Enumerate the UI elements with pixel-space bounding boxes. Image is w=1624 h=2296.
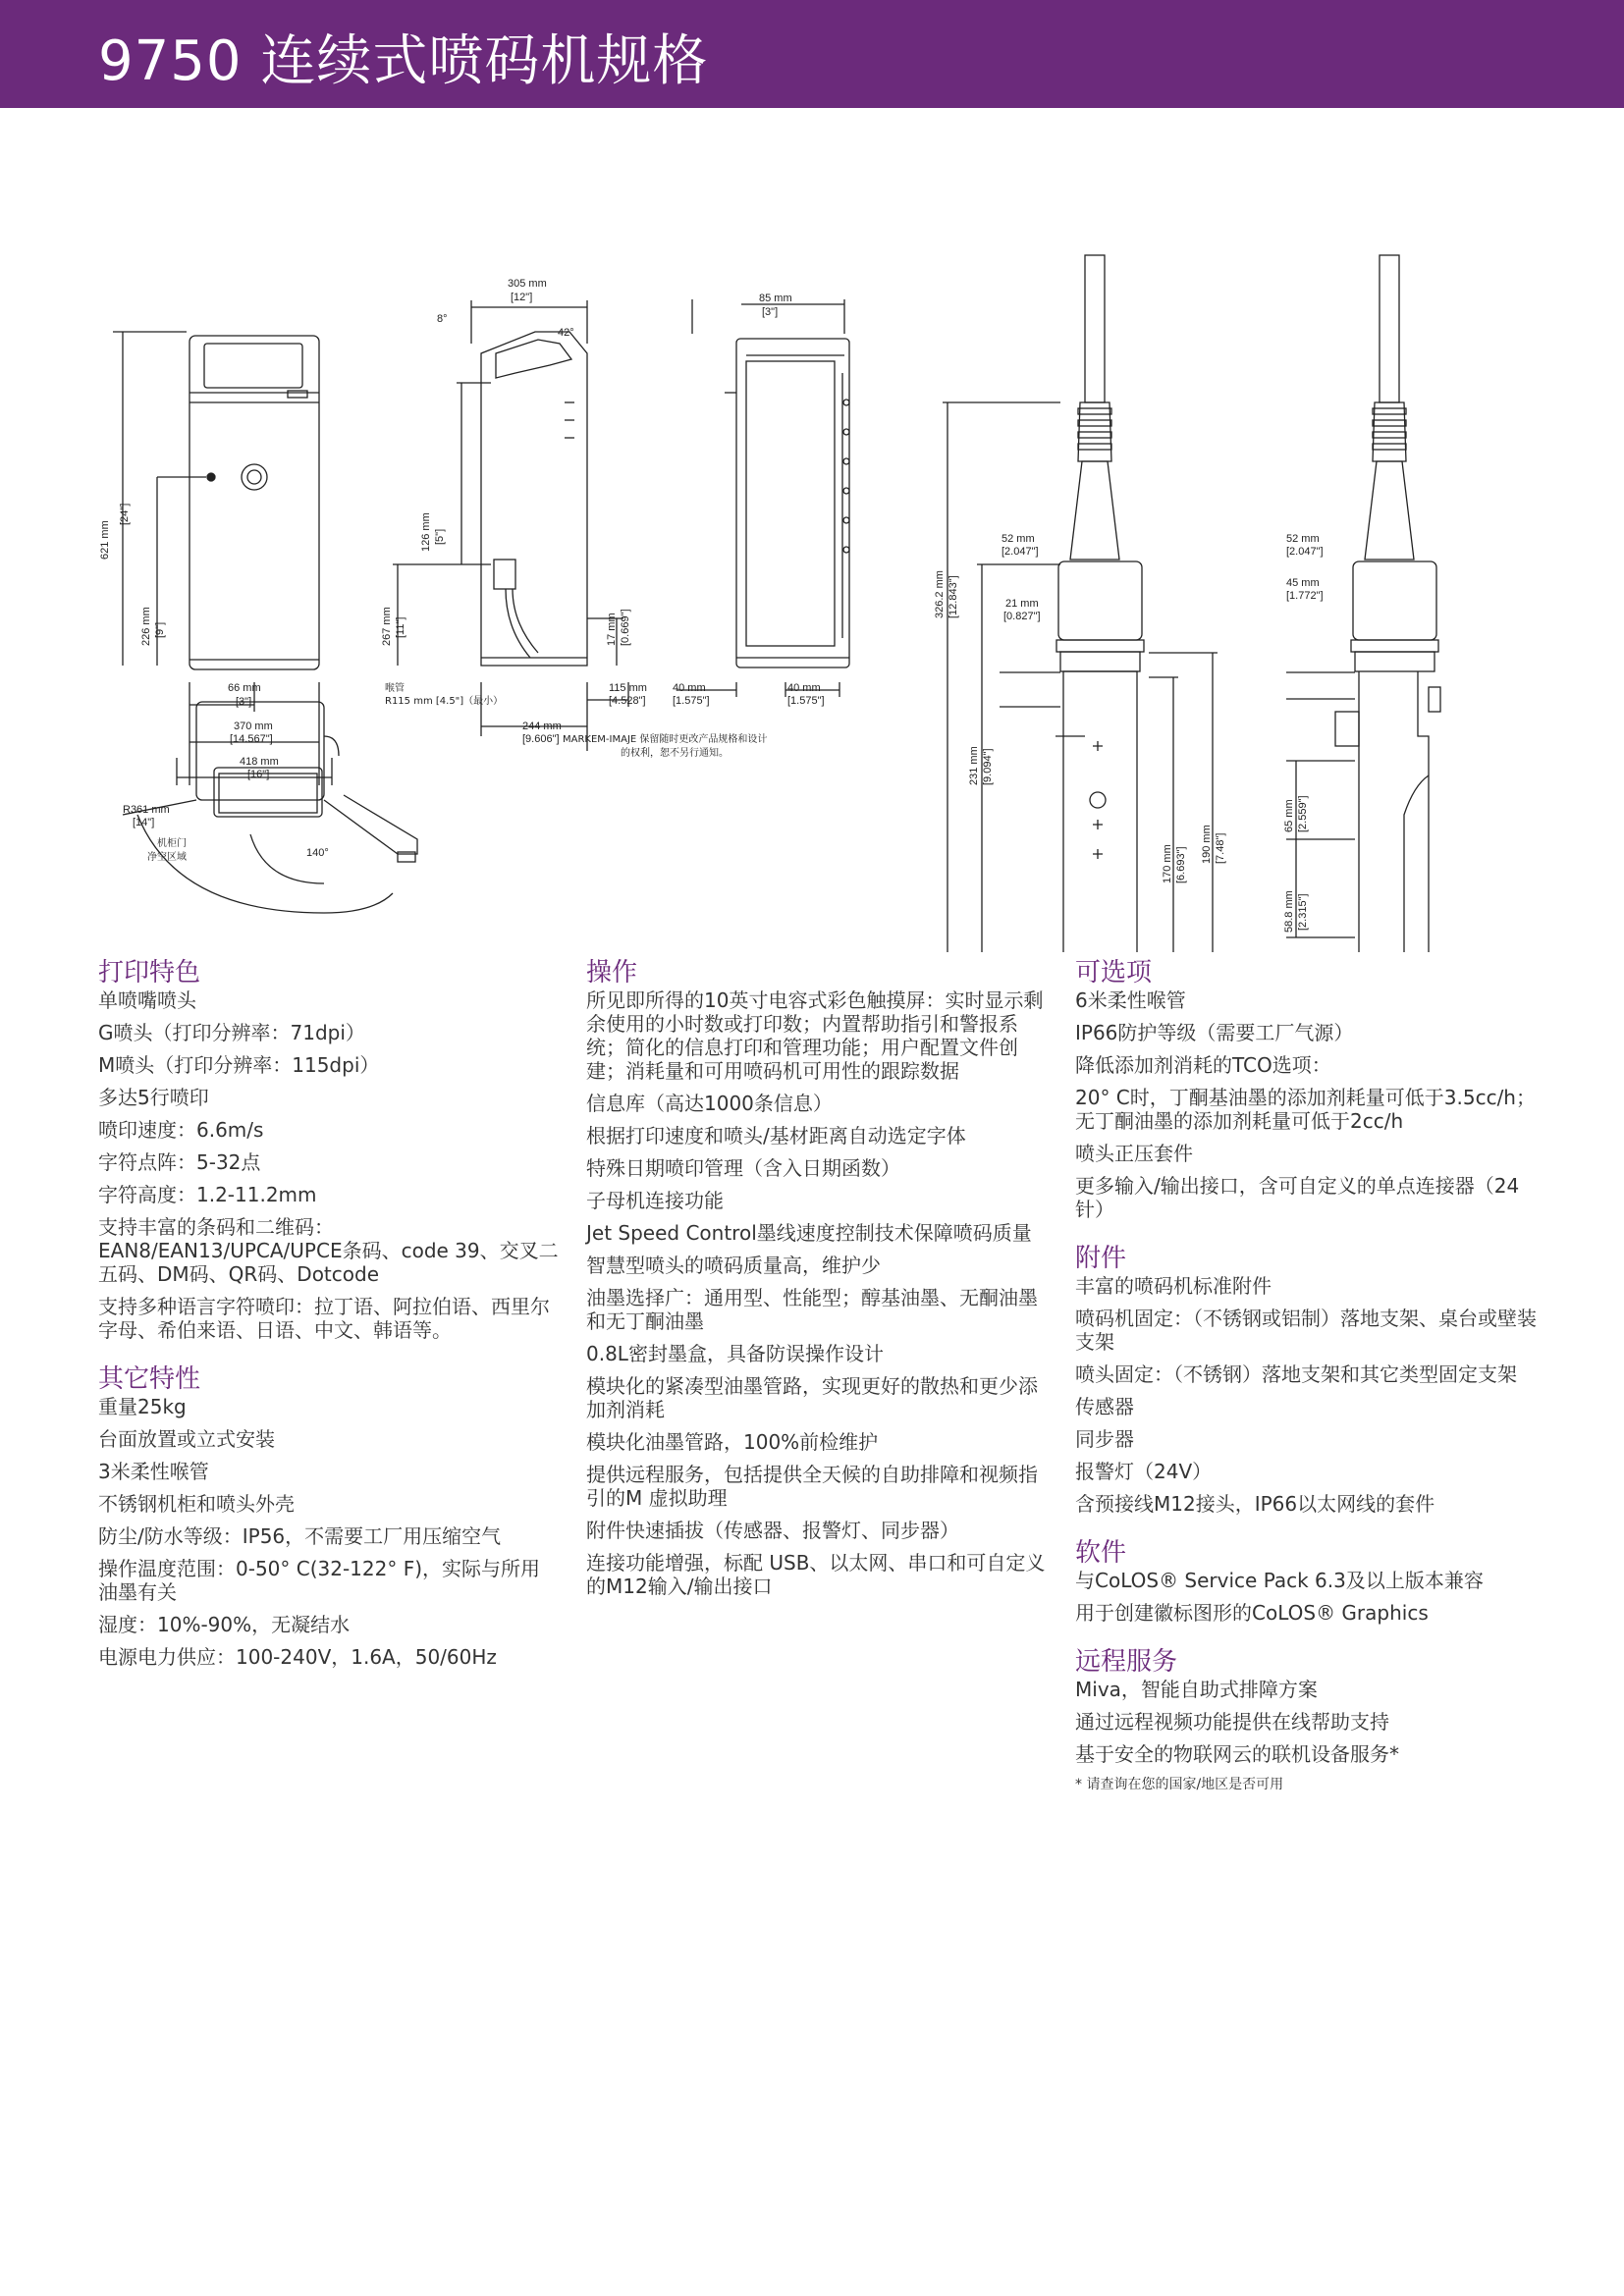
dim-126: 126 mm <box>420 512 432 552</box>
section-heading: 可选项 <box>1075 958 1153 988</box>
list-item: 特殊日期喷印管理（含入日期函数） <box>586 1156 900 1180</box>
dim-40-right: 40 mm <box>787 682 821 694</box>
list-item: 信息库（高达1000条信息） <box>586 1092 833 1115</box>
list-item: 同步器 <box>1075 1427 1134 1451</box>
dim-45-side: 45 mm <box>1286 577 1320 589</box>
list-item: 传感器 <box>1075 1395 1134 1418</box>
dim-231-inch: [9.094"] <box>982 748 994 785</box>
list-item: 根据打印速度和喷头/基材距离自动选定字体 <box>586 1124 966 1148</box>
door-radius-inch: [14"] <box>133 817 155 828</box>
dim-52-front-inch: [2.047"] <box>1001 546 1039 558</box>
column-3 <box>1075 957 1537 1816</box>
list-item: 所见即所得的10英寸电容式彩色触摸屏：实时显示剩余使用的小时数或打印数；内置帮助指引和警报系统；简化的信息打印和管理功能；用户配置文件创建；消耗量和可用喷码机可用性的跟踪数据 <box>586 988 1044 1083</box>
printhead-side-view <box>1286 255 1473 952</box>
list-item: 3米柔性喉管 <box>98 1460 209 1483</box>
dim-40-left-inch: [1.575"] <box>673 695 710 707</box>
list-item: 支持丰富的条码和二维码：EAN8/EAN13/UPCA/UPCE条码、code 39、交叉二五码、DM码、QR码、Dotcode <box>98 1215 559 1286</box>
list-item: 重量25kg <box>98 1395 187 1418</box>
list-item: 提供远程服务，包括提供全天候的自助排障和视频指引的M 虚拟助理 <box>586 1463 1038 1510</box>
technical-drawing <box>0 108 1624 952</box>
dim-40-left: 40 mm <box>673 682 706 694</box>
list-item: 子母机连接功能 <box>586 1189 724 1212</box>
column-2 <box>586 957 1048 1620</box>
list-item: 丰富的喷码机标准附件 <box>1075 1274 1272 1298</box>
dim-244-inch: [9.606"] <box>522 733 560 745</box>
dim-326: 326.2 mm <box>934 570 946 618</box>
list-item: IP66防护等级（需要工厂气源） <box>1075 1021 1354 1044</box>
list-item: 电源电力供应：100-240V，1.6A，50/60Hz <box>98 1645 497 1669</box>
list-item: G喷头（打印分辨率：71dpi） <box>98 1021 365 1044</box>
list-item: 通过远程视频功能提供在线帮助支持 <box>1075 1710 1389 1734</box>
dim-370-inch: [14.567"] <box>230 733 273 745</box>
list-item: 支持多种语言字符喷印：拉丁语、阿拉伯语、西里尔字母、希伯来语、日语、中文、韩语等。 <box>98 1295 550 1342</box>
list-item: Jet Speed Control墨线速度控制技术保障喷码质量 <box>586 1221 1032 1245</box>
list-item: 油墨选择广：通用型、性能型；醇基油墨、无酮油墨和无丁酮油墨 <box>586 1286 1038 1333</box>
list-item: 基于安全的物联网云的联机设备服务* <box>1075 1742 1399 1766</box>
dim-418: 418 mm <box>240 756 279 768</box>
section-heading: 打印特色 <box>98 958 201 988</box>
section-software <box>1075 1537 1537 1625</box>
section-remote-service <box>1075 1646 1537 1794</box>
clearance-label: 净空区域 <box>147 852 187 863</box>
section-heading: 软件 <box>1075 1538 1127 1568</box>
list-item: 喷码机固定：（不锈钢或铝制）落地支架、桌台或壁装支架 <box>1075 1307 1537 1354</box>
list-item: 0.8L密封墨盒，具备防误操作设计 <box>586 1342 884 1365</box>
dim-58: 58.8 mm <box>1283 890 1295 933</box>
list-item: 模块化油墨管路，100%前检维护 <box>586 1430 879 1454</box>
list-item: 附件快速插拔（传感器、报警灯、同步器） <box>586 1519 959 1542</box>
list-item: 模块化的紧凑型油墨管路，实现更好的散热和更少添加剂消耗 <box>586 1374 1038 1421</box>
dim-52-front: 52 mm <box>1001 533 1035 545</box>
door-radius: R361 mm <box>123 804 170 816</box>
dim-40-right-inch: [1.575"] <box>787 695 825 707</box>
list-item: 与CoLOS® Service Pack 6.3及以上版本兼容 <box>1075 1569 1484 1592</box>
dim-231: 231 mm <box>968 746 980 785</box>
dim-21: 21 mm <box>1005 598 1039 610</box>
section-operation <box>586 957 1048 1598</box>
dim-65-inch: [2.559"] <box>1297 795 1309 832</box>
dim-45-side-inch: [1.772"] <box>1286 590 1324 602</box>
dim-267: 267 mm <box>381 607 393 646</box>
list-item: 喷印速度：6.6m/s <box>98 1118 264 1142</box>
dim-170-inch: [6.693"] <box>1175 846 1187 883</box>
list-item: 更多输入/输出接口，含可自定义的单点连接器（24针） <box>1075 1174 1520 1221</box>
door-label: 机柜门 <box>157 838 187 849</box>
notice-line-1: MARKEM-IMAJE 保留随时更改产品规格和设计 <box>563 734 768 745</box>
list-item: 20° C时，丁酮基油墨的添加剂耗量可低于3.5cc/h；无丁酮油墨的添加剂耗量可低于2cc/h <box>1075 1086 1536 1133</box>
list-item: 喷头固定：（不锈钢）落地支架和其它类型固定支架 <box>1075 1362 1517 1386</box>
list-item: 操作温度范围：0-50° C(32-122° F)，实际与所用油墨有关 <box>98 1557 541 1604</box>
section-heading: 附件 <box>1075 1244 1127 1273</box>
dim-66: 66 mm <box>228 682 261 694</box>
bend-radius: R115 mm [4.5"]（最小） <box>385 696 504 707</box>
dimension-drawings <box>0 108 1624 952</box>
list-item: 报警灯（24V） <box>1075 1460 1213 1483</box>
section-print-features <box>98 957 560 1342</box>
dim-65: 65 mm <box>1283 799 1295 832</box>
dim-85-inch: [3"] <box>762 306 779 318</box>
nozzle-label: 喉管 <box>385 683 405 694</box>
dim-326-inch: [12.843"] <box>947 575 959 618</box>
list-item: 智慧型喷头的喷码质量高，维护少 <box>586 1254 881 1277</box>
section-heading: 其它特性 <box>98 1364 201 1394</box>
dim-226: 226 mm <box>140 607 152 646</box>
list-item: 台面放置或立式安装 <box>98 1427 275 1451</box>
list-item: 降低添加剂消耗的TCO选项： <box>1075 1053 1331 1077</box>
dim-52-side: 52 mm <box>1286 533 1320 545</box>
dim-621-inch: [24"] <box>119 503 131 525</box>
section-heading: 远程服务 <box>1075 1647 1178 1677</box>
dim-17-inch: [0.669"] <box>620 609 631 646</box>
dim-17: 17 mm <box>606 613 618 646</box>
dim-21-inch: [0.827"] <box>1003 611 1041 622</box>
dim-115: 115 mm <box>609 682 647 694</box>
dim-305: 305 mm <box>508 278 547 290</box>
list-item: 防尘/防水等级：IP56，不需要工厂用压缩空气 <box>98 1524 502 1548</box>
list-item: 字符高度：1.2-11.2mm <box>98 1183 317 1206</box>
section-optional <box>1075 957 1537 1221</box>
section-heading: 操作 <box>586 958 638 988</box>
notice-line-2: 的权利，恕不另行通知。 <box>621 748 729 759</box>
footnote: * 请查询在您的国家/地区是否可用 <box>1075 1777 1284 1792</box>
list-item: Miva，智能自助式排障方案 <box>1075 1678 1318 1701</box>
front-view <box>113 332 332 785</box>
list-item: 6米柔性喉管 <box>1075 988 1186 1012</box>
dim-126-inch: [5"] <box>434 528 446 545</box>
page-title: 9750 连续式喷码机规格 <box>98 29 709 93</box>
angle-8: 8° <box>437 313 448 325</box>
list-item: 湿度：10%-90%，无凝结水 <box>98 1613 351 1636</box>
dim-370: 370 mm <box>234 721 273 732</box>
back-view <box>677 299 849 697</box>
header-bar <box>0 0 1624 108</box>
angle-42: 42° <box>558 327 574 339</box>
dim-621: 621 mm <box>99 520 111 560</box>
list-item: 含预接线M12接头，IP66以太网线的套件 <box>1075 1492 1435 1516</box>
list-item: 字符点阵：5-32点 <box>98 1150 261 1174</box>
list-item: 不锈钢机柜和喷头外壳 <box>98 1492 295 1516</box>
list-item: 连接功能增强，标配 USB、以太网、串口和可自定义的M12输入/输出接口 <box>586 1551 1046 1598</box>
section-accessories <box>1075 1243 1537 1516</box>
dim-190: 190 mm <box>1201 825 1213 864</box>
dim-85: 85 mm <box>759 293 792 304</box>
dim-58-inch: [2.315"] <box>1297 893 1309 931</box>
dim-52-side-inch: [2.047"] <box>1286 546 1324 558</box>
section-other-features <box>98 1363 560 1669</box>
list-item: 单喷嘴喷头 <box>98 988 196 1012</box>
dim-267-inch: [11"] <box>395 616 406 638</box>
list-item: 多达5行喷印 <box>98 1086 209 1109</box>
dim-418-inch: [16"] <box>247 769 270 780</box>
column-1 <box>98 957 560 1690</box>
list-item: M喷头（打印分辨率：115dpi） <box>98 1053 380 1077</box>
list-item: 喷头正压套件 <box>1075 1142 1193 1165</box>
door-angle: 140° <box>306 847 329 859</box>
dim-115-inch: [4.528"] <box>609 695 646 707</box>
dim-170: 170 mm <box>1162 844 1173 883</box>
dim-66-inch: [3"] <box>236 696 252 708</box>
dim-226-inch: [9"] <box>154 621 166 638</box>
dim-305-inch: [12"] <box>511 292 533 303</box>
list-item: 用于创建徽标图形的CoLOS® Graphics <box>1075 1601 1429 1625</box>
dim-244: 244 mm <box>522 721 562 732</box>
dim-190-inch: [7.48"] <box>1215 832 1226 864</box>
